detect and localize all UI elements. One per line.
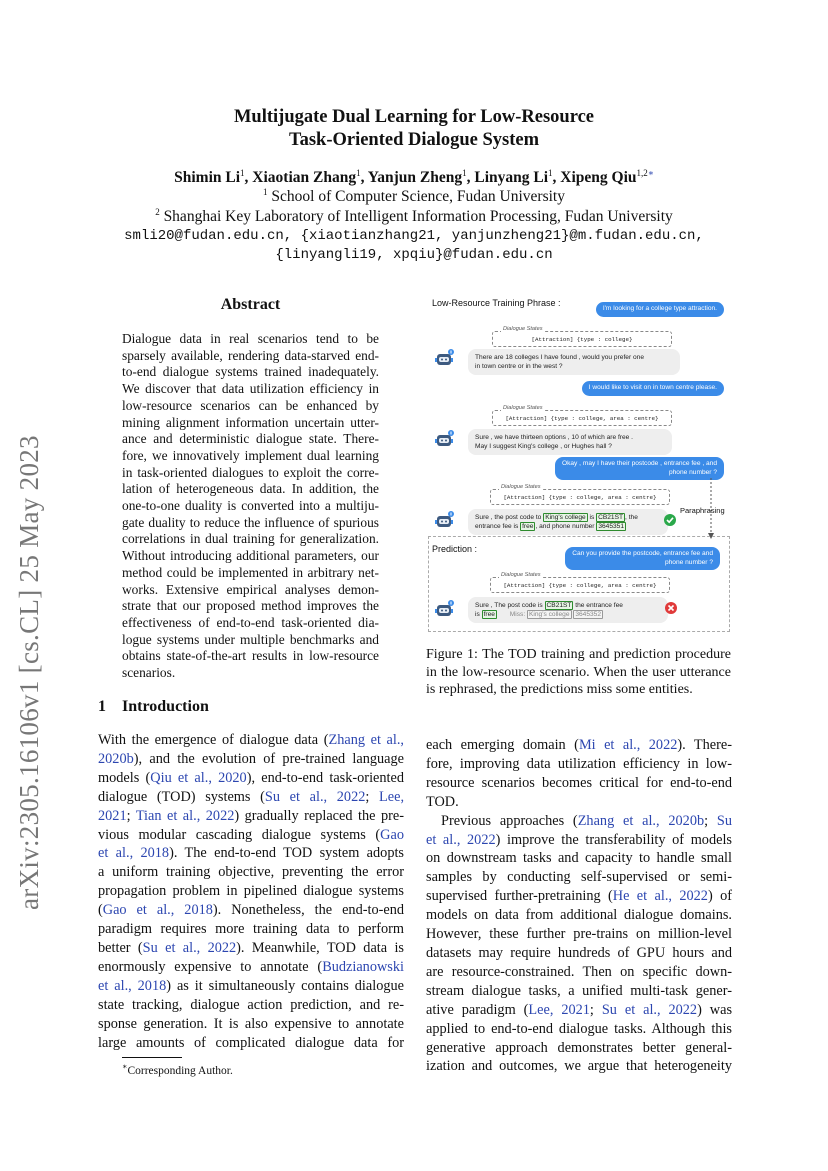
author-list	[0, 168, 828, 187]
response-text: , the	[625, 514, 638, 521]
abstract-line: correlations in dual training for generalization.	[122, 531, 379, 547]
dialogue-state-title: Dialogue States	[503, 405, 543, 411]
user-utterance-paraphrased	[565, 547, 720, 570]
author-separator: ,	[360, 169, 368, 187]
abstract-line: gate duality to reduce the influence of spurious	[122, 514, 379, 530]
author-affiliation-mark: 1	[356, 168, 361, 178]
author-affiliation-mark: 1	[462, 168, 467, 178]
author-emails-1: smli20@fudan.edu.cn, {xiaotianzhang21, yanjunzheng21}@m.fudan.edu.cn,	[124, 228, 704, 244]
correct-check-icon	[663, 513, 677, 527]
text-span: ). Meanwhile, TOD data is	[236, 939, 404, 956]
text-span: generative approach demonstrates better general-	[426, 1039, 732, 1056]
predicted-response-line2	[475, 610, 661, 619]
text-span: ;	[589, 1001, 602, 1018]
dialogue-state-3	[490, 484, 670, 505]
citation-link[interactable]: et al., 2018	[98, 845, 170, 862]
abstract-body	[122, 331, 379, 682]
caption-line: Figure 1: The TOD training and prediction procedure	[426, 647, 731, 662]
text-span: vious modular cascading dialogue systems (	[98, 826, 381, 843]
text-span: ), end-to-end task-oriented	[246, 769, 405, 786]
entity-name-highlight: King's college	[545, 514, 586, 521]
paper-title-line1: Multijugate Dual Learning for Low-Resource	[233, 107, 595, 127]
text-span: resource scenarios becomes critical for end-to-end	[426, 774, 732, 791]
abstract-heading: Abstract	[220, 296, 281, 313]
citation-link[interactable]: Su et al., 2022	[601, 1001, 698, 1018]
citation-link[interactable]: Gao et al., 2018	[102, 902, 213, 919]
citation-link[interactable]: Budzianowski	[322, 958, 404, 975]
text-span: propagation problem in pipelined dialogue systems	[98, 883, 404, 900]
text-span: large amounts of complicated dialogue data for	[98, 1034, 404, 1051]
user-utterance-3-line2: phone number ?	[668, 468, 717, 476]
citation-link[interactable]: Su et al., 2022	[142, 939, 237, 956]
system-response-2-line1: Sure , we have thirteen options , 10 of which are free .	[475, 434, 633, 441]
abstract-line: to-end dialogue systems trained inadequately.	[122, 364, 379, 380]
user-utterance-3	[555, 457, 724, 480]
system-response-3-line2	[475, 522, 661, 531]
text-span: ). The end-to-end TOD system adopts	[169, 845, 404, 862]
abstract-line: logue systems under multiple benchmarks and	[122, 631, 379, 647]
user-utterance-1: I'm looking for a college type attraction.	[596, 302, 724, 317]
caption-line: is rephrased, the predictions miss some entities.	[426, 682, 693, 697]
abstract-line: Without introducing additional parameters, our	[122, 548, 379, 564]
citation-link[interactable]: Qiu et al., 2020	[150, 769, 247, 786]
text-span: ;	[126, 807, 136, 824]
footnote	[122, 1062, 233, 1077]
user-utterance-4-line2: phone number ?	[664, 558, 713, 566]
robot-icon	[434, 511, 456, 529]
text-line	[98, 1034, 404, 1053]
footnote-rule	[122, 1057, 182, 1058]
text-span: ization and outcomes, we argue that heterogeneity	[426, 1058, 732, 1075]
author-name: Shimin Li	[174, 169, 241, 187]
response-text: , and phone number	[535, 523, 597, 530]
dialogue-state-value: [Attraction] {type : college}	[531, 336, 633, 343]
response-text: is	[475, 611, 482, 618]
section-1-title: Introduction	[122, 698, 209, 715]
robot-icon	[434, 600, 456, 618]
text-line	[98, 826, 404, 845]
text-line	[426, 868, 732, 887]
text-line	[98, 788, 404, 807]
system-response-1	[468, 349, 680, 375]
abstract-line: lation of heterogeneous data. In addition, the	[122, 481, 379, 497]
text-line	[426, 925, 732, 944]
abstract-line: in task-oriented dialogues to exploit the corre-	[122, 464, 379, 480]
text-span: ) gradually replaced the pre-	[234, 807, 404, 824]
text-span: supervised further-pretraining (	[426, 888, 613, 905]
system-response-2-line2: May I suggest King's college , or Hughes hall ?	[475, 443, 612, 450]
robot-icon	[434, 349, 456, 367]
text-line	[426, 793, 732, 812]
user-utterance-2: I would like to visit on in town centre please.	[582, 381, 724, 396]
author-affiliation-mark: 1	[240, 168, 245, 178]
text-span: ), and the evolution of pre-trained language	[133, 750, 404, 767]
caption-line: in the low-resource scenario. When the user utterance	[426, 664, 731, 680]
text-span: ;	[365, 788, 380, 805]
citation-link[interactable]: et al., 2022	[426, 831, 496, 848]
text-line	[426, 944, 732, 963]
intro-right-column	[426, 736, 732, 1076]
text-span: ). There-	[677, 737, 733, 753]
text-span: on downstream tasks and capacity to handle small	[426, 850, 732, 867]
text-span: However, these further pre-trains on million-level	[426, 926, 732, 943]
text-line	[98, 750, 404, 769]
text-line	[426, 1057, 732, 1076]
text-span: a uniform training objective, preventing the error	[98, 864, 404, 881]
predicted-response	[468, 597, 668, 623]
text-line	[426, 906, 732, 925]
text-span: better (	[98, 939, 143, 956]
dialogue-state-2	[492, 405, 672, 426]
abstract-line: effectiveness of end-to-end task-oriented dia-	[122, 614, 379, 630]
text-span: sponse generation. It is also expensive to annotate	[98, 1015, 404, 1032]
footnote-text: Corresponding Author.	[127, 1064, 233, 1077]
entity-fee-highlight: free	[483, 611, 495, 618]
paper-title-line2: Task-Oriented Dialogue System	[288, 130, 540, 150]
abstract-line: sparsely available, rendering data-starved end-	[122, 347, 379, 363]
text-line	[426, 963, 732, 982]
user-utterance-4-line1: Can you provide the postcode, entrance fee and	[572, 550, 713, 557]
citation-link[interactable]: Su	[716, 812, 732, 829]
text-line	[426, 755, 732, 774]
missed-entities-label: Miss:	[509, 611, 528, 618]
text-span: ative paradigm (	[426, 1001, 529, 1018]
corresponding-author-mark[interactable]: ∗	[647, 168, 654, 178]
citation-link[interactable]: Zhang et al., 2020b	[577, 812, 705, 829]
text-span: stream dialogue tasks, a unified multi-task gener-	[426, 982, 732, 999]
text-line	[426, 736, 732, 755]
abstract-line: obtains state-of-the-art results in low-resource	[122, 648, 379, 664]
figure-1	[426, 294, 732, 634]
text-span: ) improve the transferability of models	[495, 831, 732, 848]
dialogue-state-value: [Attraction] {type : college, area : centre}	[503, 582, 657, 589]
text-line	[426, 831, 732, 850]
text-line	[426, 774, 732, 793]
text-line	[98, 920, 404, 939]
text-line	[98, 731, 404, 750]
text-line	[426, 849, 732, 868]
training-phase-label: Low-Resource Training Phrase :	[432, 298, 561, 308]
citation-link[interactable]: Tian et al., 2022	[135, 807, 235, 824]
abstract-line: fore, we innovatively implement dual learning	[122, 447, 379, 463]
text-line	[426, 982, 732, 1001]
author-name: Linyang Li	[474, 169, 549, 187]
text-span: TOD.	[426, 793, 459, 810]
text-span: are resource-constrained. Then on specific down-	[426, 963, 732, 980]
text-span: paradigm requires more training data to perform	[98, 921, 404, 938]
response-text: the entrance fee	[573, 602, 623, 609]
text-span: Previous approaches (	[441, 812, 578, 829]
dialogue-state-title: Dialogue States	[501, 572, 541, 578]
entity-postcode-highlight: CB21ST	[546, 602, 572, 609]
text-line	[98, 1015, 404, 1034]
affiliation-2-text: Shanghai Key Laboratory of Intelligent Information Processing, Fudan University	[159, 208, 673, 226]
abstract-line: method could be implemented in arbitrary net-	[122, 564, 379, 580]
text-span: datasets may require hundreds of GPU hours and	[426, 944, 732, 961]
dialogue-state-title: Dialogue States	[503, 326, 543, 332]
text-span: enormously expensive to annotate (	[98, 958, 323, 975]
prediction-label: Prediction :	[432, 544, 478, 554]
abstract-line: mining alignment information uncertain utter-	[122, 414, 379, 430]
dialogue-state-1	[492, 326, 672, 347]
dialogue-state-value: [Attraction] {type : college, area : centre}	[503, 494, 657, 501]
abstract-line: scenarios.	[122, 665, 176, 681]
predicted-response-line1	[475, 601, 661, 610]
response-text: entrance fee is	[475, 523, 521, 530]
author-name: Xipeng Qiu	[560, 169, 637, 187]
citation-link[interactable]: 2021	[98, 807, 127, 824]
text-line	[98, 996, 404, 1015]
abstract-line: ance and deterministic dialogue state. There-	[122, 431, 379, 447]
robot-icon	[434, 430, 456, 448]
figure-1-caption	[426, 646, 731, 699]
text-line	[98, 769, 404, 788]
text-line	[426, 1020, 732, 1039]
text-span: ) of	[707, 888, 732, 905]
dialogue-state-title: Dialogue States	[501, 484, 541, 490]
text-line	[98, 863, 404, 882]
response-text: Sure , the post code to	[475, 514, 544, 521]
missed-entity-name: King's college	[529, 611, 570, 618]
response-text: is	[587, 514, 597, 521]
footnote-mark: ∗	[122, 1062, 128, 1071]
author-affiliation-mark: 1	[548, 168, 553, 178]
author-separator: ,	[552, 169, 561, 187]
text-span: ) as it simultaneously contains dialogue	[166, 977, 404, 994]
text-span: models on data from additional dialogue domains.	[426, 907, 732, 924]
entity-postcode-highlight: CB21ST	[598, 514, 624, 521]
text-line	[426, 887, 732, 906]
system-response-1-line2: in town centre or in the west ?	[475, 363, 563, 370]
affiliation-1	[0, 187, 828, 206]
affiliation-2-mark: 2	[155, 207, 160, 217]
affiliation-1-text: School of Computer Science, Fudan University	[267, 188, 565, 206]
text-line	[98, 977, 404, 996]
author-affiliation-mark: 1,2	[636, 168, 648, 178]
citation-link[interactable]: Mi et al., 2022	[578, 737, 678, 753]
dialogue-state-4	[490, 572, 670, 593]
author-emails-2: {linyangli19, xpqiu}@fudan.edu.cn	[275, 247, 553, 263]
affiliation-2	[0, 207, 828, 226]
author-name: Yanjun Zheng	[367, 169, 463, 187]
citation-link[interactable]: Zhang et al.,	[328, 732, 404, 748]
abstract-line: works. Extensive empirical analyses demon-	[122, 581, 379, 597]
citation-link[interactable]: Lee,	[379, 788, 405, 805]
citation-link[interactable]: Su et al., 2022	[264, 788, 366, 805]
abstract-line: low-resource scenarios can be enhanced by	[122, 397, 379, 413]
user-utterance-3-line1: Okay , may I have their postcode , entrance fee , and	[561, 460, 717, 467]
text-span: models (	[98, 769, 151, 786]
text-line	[98, 844, 404, 863]
entity-fee-highlight: free	[522, 523, 534, 530]
author-name: Xiaotian Zhang	[252, 169, 357, 187]
citation-link[interactable]: Gao	[380, 826, 404, 843]
arxiv-stamp: arXiv:2305.16106v1 [cs.CL] 25 May 2023	[14, 435, 44, 910]
text-line	[426, 1039, 732, 1058]
text-line	[98, 882, 404, 901]
missed-entity-phone: 3645352	[575, 611, 602, 618]
text-span: ) was	[697, 1001, 733, 1018]
text-span: fore, improving data utilization efficiency in low-	[426, 755, 732, 772]
abstract-line: one-to-one duality is converted into a multiju-	[122, 498, 379, 514]
text-line	[426, 812, 732, 831]
citation-link[interactable]: et al., 2018	[98, 977, 167, 994]
system-response-2	[468, 429, 672, 455]
affiliation-1-mark: 1	[263, 187, 268, 197]
text-span: state tracking, dialogue action prediction, and re-	[98, 996, 404, 1013]
author-separator: ,	[466, 169, 475, 187]
system-response-1-line1: There are 18 colleges I have found , would you prefer one	[475, 354, 644, 361]
text-span: each emerging domain (	[426, 737, 579, 753]
text-line	[98, 939, 404, 958]
text-line	[98, 958, 404, 977]
text-span: (	[98, 902, 103, 919]
text-span: samples by conducting self-supervised or semi-	[426, 869, 732, 886]
abstract-line: Dialogue data in real scenarios tend to be	[122, 331, 379, 346]
citation-link[interactable]: He et al., 2022	[612, 888, 708, 905]
wrong-cross-icon	[664, 601, 678, 615]
abstract-line: strate that our proposed method improves the	[122, 598, 379, 614]
text-line	[426, 1001, 732, 1020]
abstract-line: We discover that data utilization efficiency in	[122, 381, 379, 397]
intro-left-column	[98, 731, 404, 1052]
dialogue-state-value: [Attraction] {type : college, area : centre}	[505, 415, 659, 422]
response-text: Sure , The post code is	[475, 602, 545, 609]
text-span: ). Nonetheless, the end-to-end	[212, 902, 404, 919]
section-1-heading	[98, 698, 209, 716]
section-1-number: 1	[98, 698, 106, 715]
text-span: dialogue (TOD) systems (	[98, 788, 265, 805]
paraphrasing-label: Paraphrasing	[680, 506, 725, 515]
text-span: applied to end-to-end dialogue tasks. Although this	[426, 1020, 732, 1037]
author-separator: ,	[244, 169, 253, 187]
citation-link[interactable]: Lee, 2021	[528, 1001, 590, 1018]
text-span: With the emergence of dialogue data (	[98, 732, 329, 748]
text-line	[98, 807, 404, 826]
citation-link[interactable]: 2020b	[98, 750, 134, 767]
text-span: ;	[704, 812, 717, 829]
text-line	[98, 901, 404, 920]
system-response-3-line1	[475, 513, 661, 522]
entity-phone-highlight: 3645351	[598, 523, 624, 530]
system-response-3	[468, 509, 668, 535]
